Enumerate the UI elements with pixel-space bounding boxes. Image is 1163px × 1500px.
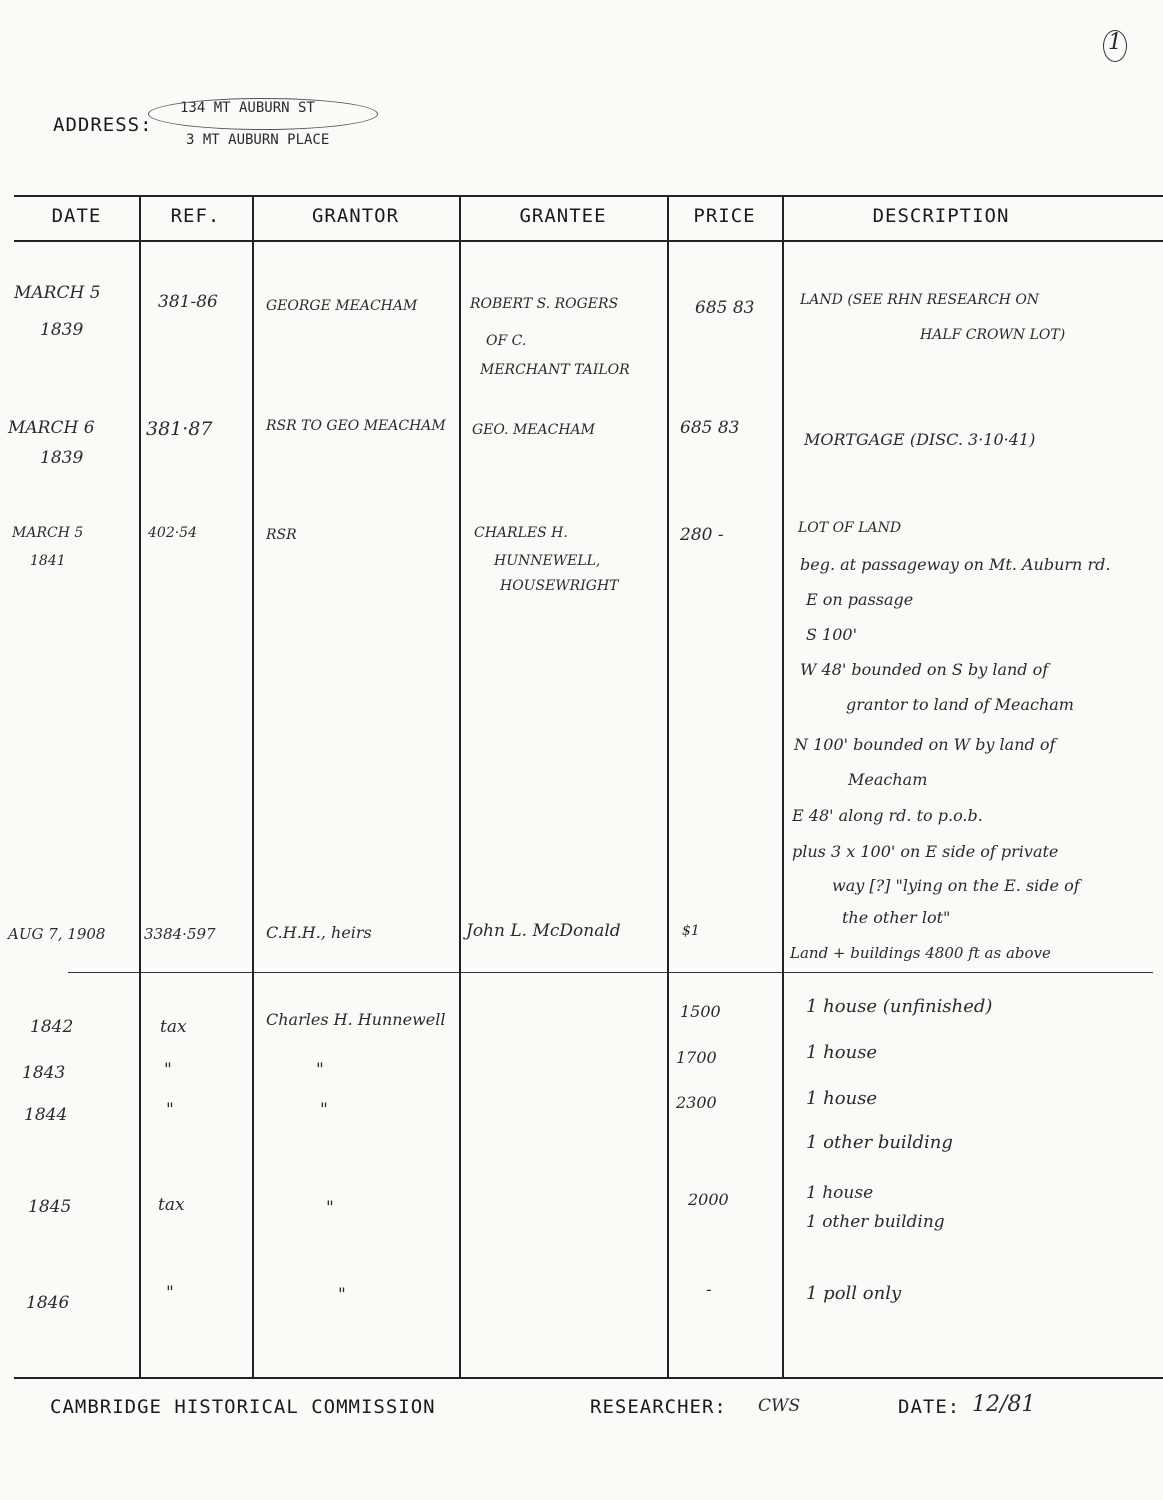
cell-price: 685 83 bbox=[695, 298, 755, 318]
table-header-rule bbox=[14, 240, 1163, 242]
footer-date-value: 12/81 bbox=[972, 1392, 1036, 1417]
cell-description: 1 house bbox=[806, 1183, 874, 1203]
circle-mark bbox=[1103, 30, 1127, 62]
footer-researcher-value: CWS bbox=[758, 1396, 801, 1416]
cell-description: MORTGAGE (DISC. 3·10·41) bbox=[804, 430, 1036, 449]
cell-ref: tax bbox=[158, 1195, 185, 1215]
cell-grantee-2: OF C. bbox=[486, 333, 527, 349]
table-bottom-rule bbox=[14, 1377, 1163, 1379]
cell-grantor: " bbox=[320, 1100, 328, 1120]
address-line2: 3 MT AUBURN PLACE bbox=[186, 132, 330, 148]
cell-description: 1 house bbox=[806, 1088, 878, 1109]
cell-description-line: E on passage bbox=[806, 590, 914, 609]
footer-commission: CAMBRIDGE HISTORICAL COMMISSION bbox=[50, 1396, 436, 1418]
cell-description-line: plus 3 x 100' on E side of private bbox=[792, 842, 1059, 861]
header-grantee: GRANTEE bbox=[519, 205, 607, 227]
cell-ref: " bbox=[164, 1060, 172, 1080]
address-oval bbox=[148, 98, 378, 130]
col-divider-3 bbox=[459, 195, 461, 1378]
col-divider-5 bbox=[782, 195, 784, 1378]
cell-description-line: W 48' bounded on S by land of bbox=[800, 660, 1049, 679]
cell-grantor: C.H.H., heirs bbox=[266, 923, 372, 942]
cell-description-line: beg. at passageway on Mt. Auburn rd. bbox=[800, 555, 1111, 574]
cell-ref: " bbox=[166, 1100, 174, 1120]
cell-year: 1839 bbox=[40, 448, 84, 468]
cell-price: - bbox=[706, 1280, 712, 1300]
cell-grantee: ROBERT S. ROGERS bbox=[470, 296, 619, 312]
cell-year: 1839 bbox=[40, 320, 84, 340]
cell-description: 1 poll only bbox=[806, 1283, 902, 1304]
cell-ref: 381·87 bbox=[146, 418, 213, 440]
cell-price: 2300 bbox=[676, 1093, 717, 1112]
cell-date: MARCH 5 bbox=[14, 283, 101, 303]
header-ref: REF. bbox=[170, 205, 221, 227]
cell-grantee-2: HUNNEWELL, bbox=[494, 553, 601, 569]
cell-description-line: S 100' bbox=[806, 625, 857, 644]
address-line1: 134 MT AUBURN ST bbox=[180, 100, 315, 116]
cell-description-line: grantor to land of Meacham bbox=[846, 695, 1074, 714]
cell-price: 685 83 bbox=[680, 418, 740, 438]
cell-description: Land + buildings 4800 ft as above bbox=[790, 944, 1051, 962]
cell-price: $1 bbox=[682, 923, 700, 939]
header-grantor: GRANTOR bbox=[311, 205, 400, 227]
cell-grantor: " bbox=[326, 1198, 334, 1218]
cell-year: 1845 bbox=[28, 1197, 72, 1217]
cell-grantor: RSR bbox=[266, 527, 297, 543]
cell-grantee-3: HOUSEWRIGHT bbox=[500, 578, 619, 594]
col-divider-2 bbox=[252, 195, 254, 1378]
cell-description: 1 house bbox=[806, 1042, 878, 1063]
cell-year: 1842 bbox=[30, 1017, 74, 1037]
cell-description-line: Meacham bbox=[848, 770, 928, 789]
cell-price: 1700 bbox=[676, 1048, 717, 1067]
header-date: DATE bbox=[51, 205, 102, 227]
cell-date: MARCH 6 bbox=[8, 418, 95, 438]
footer-researcher-label: RESEARCHER: bbox=[590, 1396, 727, 1418]
cell-year: 1841 bbox=[30, 553, 66, 569]
cell-description-line: LOT OF LAND bbox=[798, 520, 902, 536]
footer-date-label: DATE: bbox=[898, 1396, 961, 1418]
cell-grantor: GEORGE MEACHAM bbox=[266, 298, 418, 314]
cell-date: MARCH 5 bbox=[12, 525, 84, 541]
cell-price: 1500 bbox=[680, 1002, 721, 1021]
cell-year: 1844 bbox=[24, 1105, 68, 1125]
cell-ref: 381-86 bbox=[158, 292, 218, 312]
cell-grantor: " bbox=[316, 1060, 324, 1080]
cell-grantee: CHARLES H. bbox=[474, 525, 568, 541]
cell-grantor: " bbox=[338, 1285, 346, 1305]
cell-description: LAND (SEE RHN RESEARCH ON bbox=[800, 292, 1040, 308]
cell-price: 2000 bbox=[688, 1190, 729, 1209]
cell-ref: tax bbox=[160, 1017, 187, 1037]
col-divider-4 bbox=[667, 195, 669, 1378]
cell-ref: 402·54 bbox=[148, 525, 197, 541]
cell-description-2: 1 other building bbox=[806, 1132, 953, 1153]
cell-grantee: John L. McDonald bbox=[466, 921, 621, 941]
cell-ref: 3384·597 bbox=[144, 925, 216, 943]
cell-description-line: E 48' along rd. to p.o.b. bbox=[792, 806, 983, 825]
cell-grantee-3: MERCHANT TAILOR bbox=[480, 362, 630, 378]
cell-description-2: HALF CROWN LOT) bbox=[920, 327, 1066, 343]
table-top-rule bbox=[14, 195, 1163, 197]
address-label: ADDRESS: bbox=[53, 114, 153, 136]
cell-description: 1 house (unfinished) bbox=[806, 996, 993, 1017]
cell-ref: " bbox=[166, 1283, 174, 1303]
cell-grantor: Charles H. Hunnewell bbox=[266, 1010, 446, 1029]
header-price: PRICE bbox=[693, 205, 756, 227]
deed-tax-divider bbox=[68, 972, 1153, 973]
cell-description-line: N 100' bounded on W by land of bbox=[794, 735, 1056, 754]
cell-date: AUG 7, 1908 bbox=[8, 925, 106, 943]
col-divider-1 bbox=[139, 195, 141, 1378]
cell-year: 1843 bbox=[22, 1063, 66, 1083]
cell-description-line: way [?] "lying on the E. side of bbox=[832, 876, 1080, 895]
cell-grantee: GEO. MEACHAM bbox=[472, 422, 595, 438]
cell-grantor: RSR TO GEO MEACHAM bbox=[266, 418, 446, 434]
header-description: DESCRIPTION bbox=[872, 205, 1010, 227]
cell-description-2: 1 other building bbox=[806, 1212, 945, 1232]
cell-description-line: the other lot" bbox=[842, 908, 951, 927]
cell-year: 1846 bbox=[26, 1293, 70, 1313]
cell-price: 280 - bbox=[680, 525, 724, 545]
page-number-text: 1 bbox=[1108, 30, 1122, 55]
